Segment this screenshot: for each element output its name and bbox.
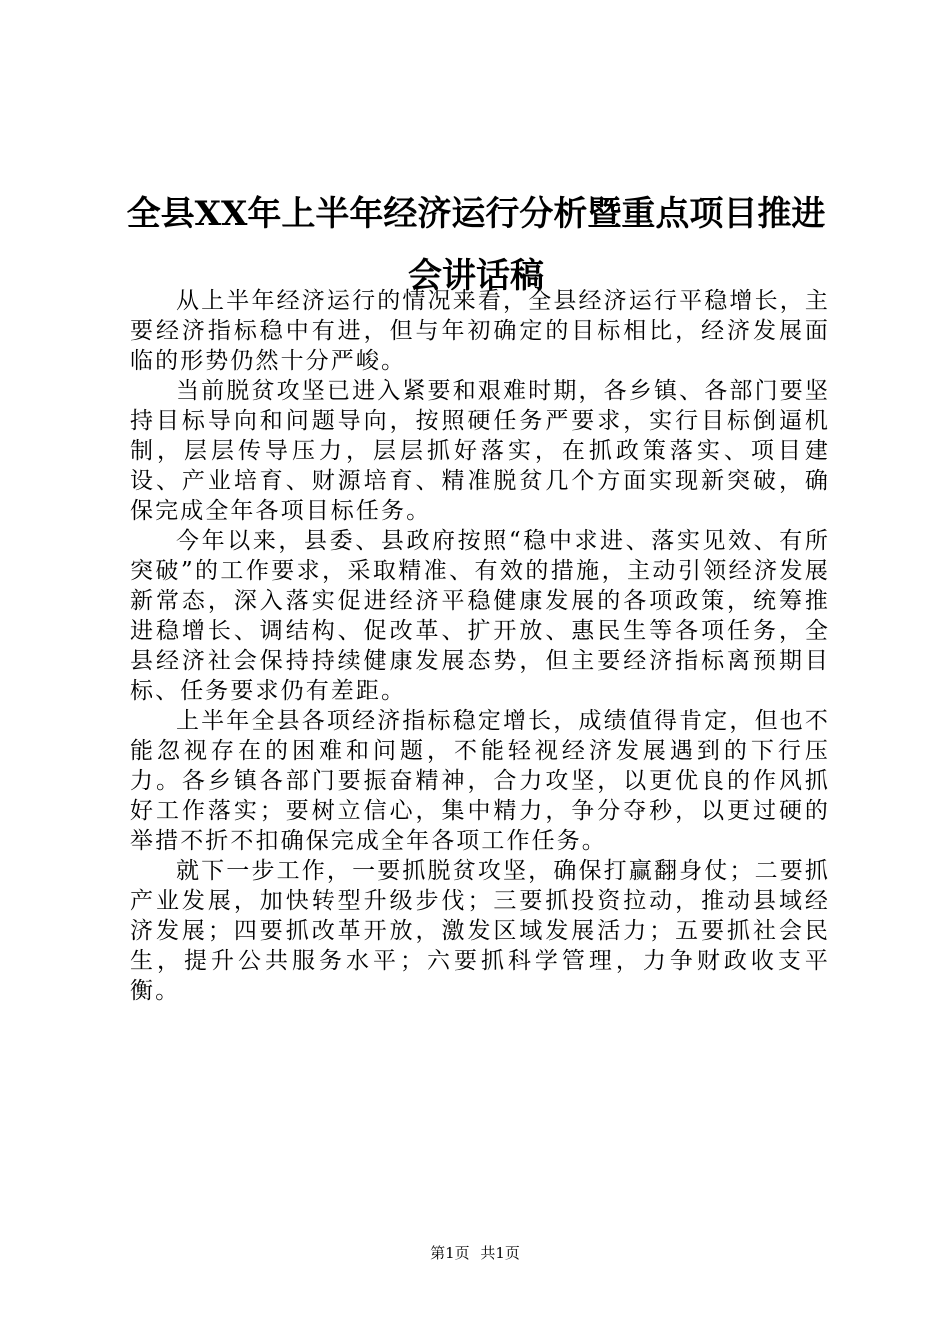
paragraph-3: 今年以来，县委、县政府按照“稳中求进、落实见效、有所突破”的工作要求，采取精准、有效的措施，主动引领经济发展新常态，深入落实促进经济平稳健康发展的各项政策，统筹推进稳增长、调结构、促改革、扩开放、惠民生等各项任务，全县经济社会保持持续健康发展态势，但主要经济指标离预期目标、任务要求仍有差距。 xyxy=(130,528,830,704)
page-total: 共1页 xyxy=(480,1244,520,1262)
page-number: 第1页 xyxy=(430,1244,470,1262)
page-footer xyxy=(0,1243,950,1263)
paragraph-1: 从上半年经济运行的情况来看，全县经济运行平稳增长，主要经济指标稳中有进，但与年初确定的目标相比，经济发展面临的形势仍然十分严峻。 xyxy=(130,288,830,374)
document-title: 全县XX年上半年经济运行分析暨重点项目推进会讲话稿 xyxy=(126,194,826,296)
document-body xyxy=(130,286,830,1006)
paragraph-5: 就下一步工作，一要抓脱贫攻坚，确保打赢翻身仗；二要抓产业发展，加快转型升级步伐；三要抓投资拉动，推动县域经济发展；四要抓改革开放，激发区域发展活力；五要抓社会民生，提升公共服务水平；六要抓科学管理，力争财政收支平衡。 xyxy=(130,858,830,1004)
paragraph-4: 上半年全县各项经济指标稳定增长，成绩值得肯定，但也不能忽视存在的困难和问题，不能轻视经济发展遇到的下行压力。各乡镇各部门要振奋精神，合力攻坚，以更优良的作风抓好工作落实；要树立信心，集中精力，争分夺秒，以更过硬的举措不折不扣确保完成全年各项工作任务。 xyxy=(130,708,830,854)
paragraph-2: 当前脱贫攻坚已进入紧要和艰难时期，各乡镇、各部门要坚持目标导向和问题导向，按照硬任务严要求，实行目标倒逼机制，层层传导压力，层层抓好落实，在抓政策落实、项目建设、产业培育、财源培育、精准脱贫几个方面实现新突破，确保完成全年各项目标任务。 xyxy=(130,378,830,524)
